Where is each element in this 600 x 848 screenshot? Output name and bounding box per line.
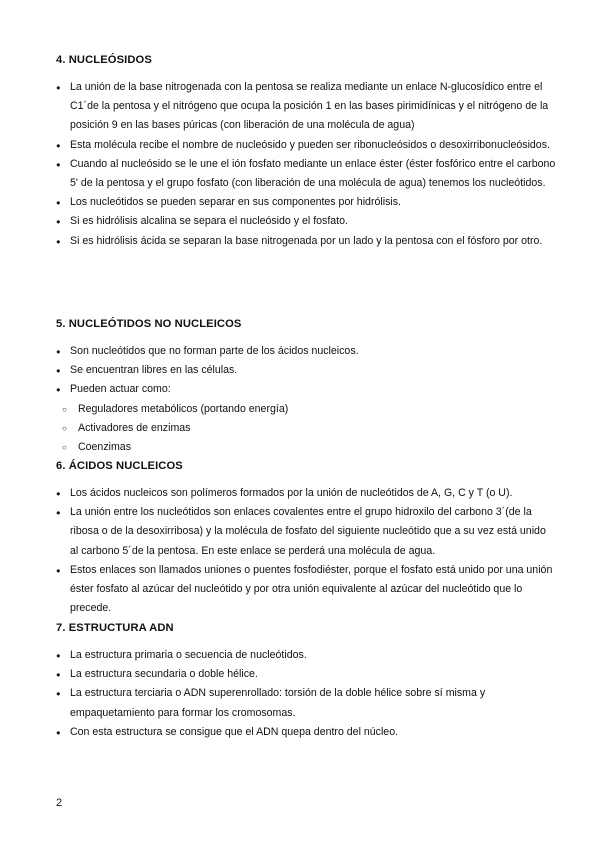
list-item: ● Los nucleótidos se pueden separar en sus componentes por hidrólisis. <box>56 193 556 212</box>
list-item: ● Se encuentran libres en las células. <box>56 361 359 380</box>
sub-list-item: ○ Reguladores metabólicos (portando energía) <box>56 400 359 419</box>
sub-list-item: ○ Coenzimas <box>56 438 359 457</box>
list-item: ● Con esta estructura se consigue que el ADN quepa dentro del núcleo. <box>56 723 556 742</box>
list-item: ● La estructura primaria o secuencia de nucleótidos. <box>56 646 556 665</box>
section-heading: 4. NUCLEÓSIDOS <box>56 54 152 66</box>
sub-list-item: ○ Activadores de enzimas <box>56 419 359 438</box>
list-item: ● Esta molécula recibe el nombre de nucleósido y pueden ser ribonucleósidos o desoxirribonucleósidos. <box>56 136 556 155</box>
list-item: ● Si es hidrólisis alcalina se separa el nucleósido y el fosfato. <box>56 212 556 231</box>
list-item: ● Los ácidos nucleicos son polímeros formados por la unión de nucleótidos de A, G, C y T (o U). <box>56 484 556 503</box>
section-heading: 5. NUCLEÓTIDOS NO NUCLEICOS <box>56 318 242 330</box>
bullet-list <box>56 646 556 742</box>
page-number: 2 <box>56 797 63 809</box>
list-item: ● Cuando al nucleósido se le une el ión fosfato mediante un enlace éster (éster fosfórico entre el carbono 5' de la pentosa y el grupo fosfato (con liberación de una molécula de agua) tenemos los nucleótidos. <box>56 155 556 193</box>
list-item: ● La estructura secundaria o doble hélice. <box>56 665 556 684</box>
section-acidos-nucleicos <box>56 458 556 618</box>
section-nucleosidos <box>56 52 556 251</box>
list-item: ● La unión de la base nitrogenada con la pentosa se realiza mediante un enlace N-glucosídico entre el C1´de la pentosa y el nitrógeno que ocupa la posición 1 en las bases pirimidínicas y el nitrógeno de la posición 9 en las bases púricas (con liberación de una molécula de agua) <box>56 78 556 136</box>
list-item: ● Estos enlaces son llamados uniones o puentes fosfodiéster, porque el fosfato está unido por una unión éster fosfato al azúcar del nucleótido y por otra unión equivalente al azúcar del nucleótido que lo precede. <box>56 561 556 619</box>
list-item: ● La unión entre los nucleótidos son enlaces covalentes entre el grupo hidroxilo del carbono 3´(de la ribosa o de la desoxirribosa) y la molécula de fosfato del siguiente nucleótido que a su vez está unido al carbono 5´de la pentosa. En este enlace se perderá una molécula de agua. <box>56 503 556 561</box>
list-item: ● La estructura terciaria o ADN superenrollado: torsión de la doble hélice sobre sí misma y empaquetamiento para formar los cromosomas. <box>56 684 556 722</box>
section-heading: 6. ÁCIDOS NUCLEICOS <box>56 460 183 472</box>
bullet-list <box>56 484 556 618</box>
bullet-list <box>56 342 359 457</box>
list-item: ● Pueden actuar como: <box>56 380 359 399</box>
list-item: ● Si es hidrólisis ácida se separan la base nitrogenada por un lado y la pentosa con el fósforo por otro. <box>56 232 556 251</box>
list-item: ● Son nucleótidos que no forman parte de los ácidos nucleicos. <box>56 342 359 361</box>
section-heading: 7. ESTRUCTURA ADN <box>56 622 174 634</box>
section-nucleotidos-no-nucleicos <box>56 316 359 457</box>
bullet-list <box>56 78 556 251</box>
section-estructura-adn <box>56 620 556 742</box>
